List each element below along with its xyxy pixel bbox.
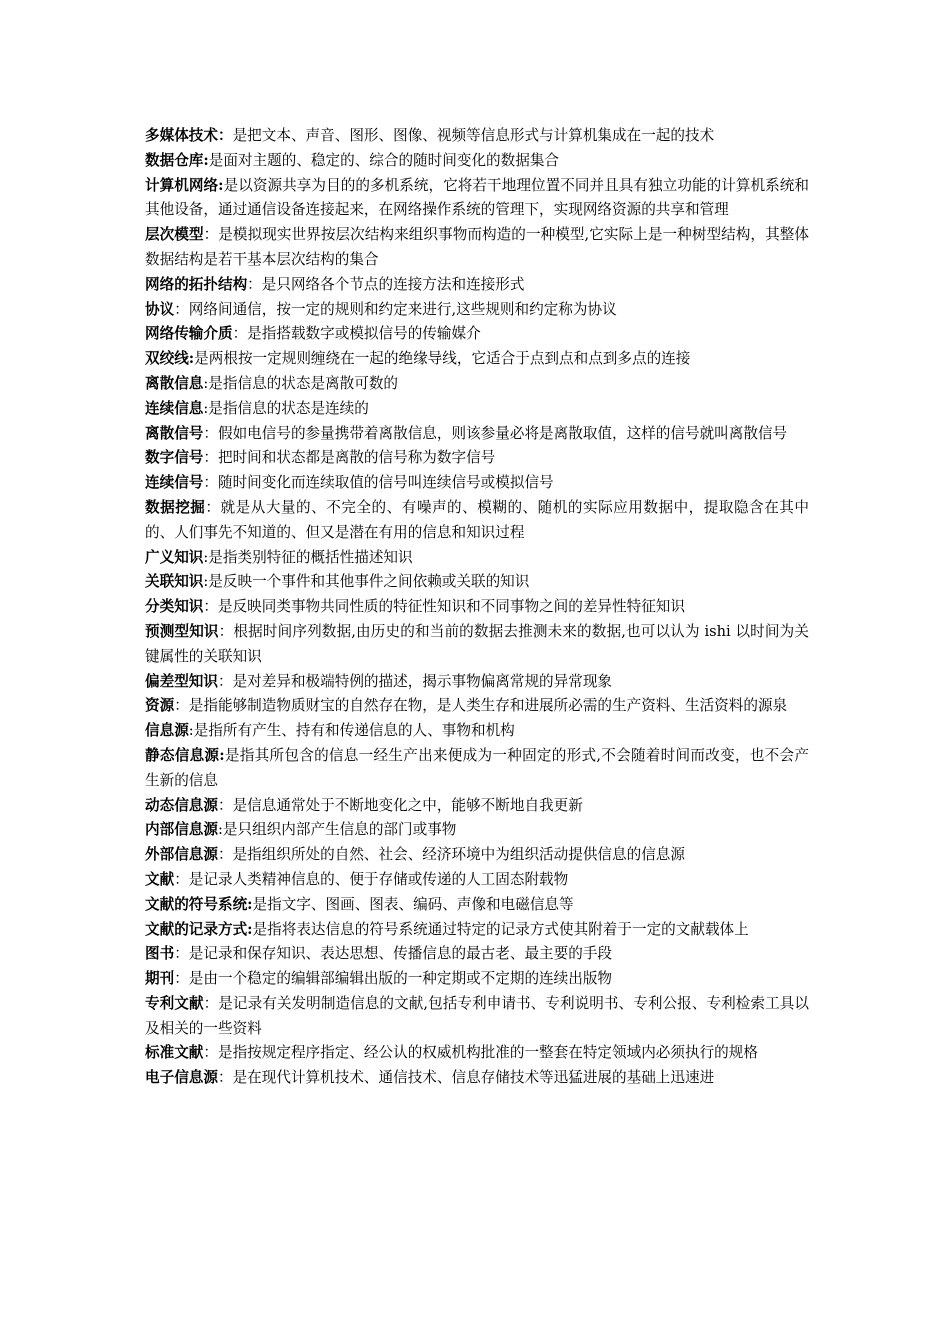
glossary-definition: ：是信息通常处于不断地变化之中，能够不断地自我更新: [217, 796, 583, 814]
glossary-definition: 是指其所包含的信息一经生产出来便成为一种固定的形式,不会随着时间而改变，也不会产生新的信息: [145, 746, 809, 789]
glossary-definition: ：随时间变化而连续取值的信号叫连续信号或模拟信号: [203, 474, 554, 492]
glossary-definition: ：是由一个稳定的编辑部编辑出版的一种定期或不定期的连续出版物: [174, 970, 613, 988]
glossary-term: 静态信息源:: [145, 746, 225, 764]
glossary-entry: [145, 893, 809, 918]
glossary-term: 网络的拓扑结构: [145, 275, 248, 293]
glossary-list: [145, 124, 809, 1091]
glossary-entry: [145, 298, 809, 323]
glossary-term: 分类知识: [145, 598, 204, 616]
glossary-entry: [145, 546, 809, 571]
glossary-term: 数据仓库:: [145, 151, 209, 169]
glossary-term: 期刊: [145, 970, 175, 988]
glossary-term: 离散信息: [145, 374, 204, 392]
glossary-entry: [145, 942, 809, 967]
glossary-term: 标准文献: [145, 1044, 204, 1062]
glossary-entry: [145, 694, 809, 719]
glossary-definition: ：是只网络各个节点的连接方法和连接形式: [247, 275, 525, 293]
document-page: [145, 124, 809, 1091]
glossary-term: 文献的符号系统:: [145, 895, 253, 913]
glossary-definition: ：把时间和状态都是离散的信号称为数字信号: [203, 449, 496, 467]
glossary-term: 外部信息源: [145, 846, 218, 864]
glossary-entry: [145, 322, 809, 347]
glossary-entry: [145, 223, 809, 273]
glossary-entry: [145, 273, 809, 298]
glossary-entry: [145, 868, 809, 893]
glossary-entry: [145, 397, 809, 422]
glossary-entry: [145, 1066, 809, 1091]
glossary-entry: [145, 1041, 809, 1066]
glossary-entry: [145, 595, 809, 620]
glossary-term: 文献的记录方式:: [145, 920, 253, 938]
glossary-term: 偏差型知识: [145, 672, 218, 690]
glossary-definition: ：假如电信号的参量携带着离散信息，则该参量必将是离散取值，这样的信号就叫离散信号: [203, 424, 788, 442]
glossary-entry: [145, 670, 809, 695]
glossary-definition: :是指信息的状态是离散可数的: [203, 374, 399, 392]
glossary-term: 连续信号: [145, 474, 204, 492]
glossary-definition: 是把文本、声音、图形、图像、视频等信息形式与计算机集成在一起的技术: [232, 127, 715, 144]
glossary-definition: ：是记录有关发明制造信息的文献,包括专利申请书、专利说明书、专利公报、专利检索工具以及相关的一些资料: [145, 994, 809, 1037]
glossary-term: 图书: [145, 945, 175, 963]
glossary-term: 双绞线:: [145, 350, 195, 368]
glossary-definition: ：是记录人类精神信息的、便于存储或传递的人工固态附载物: [174, 870, 569, 888]
glossary-definition: 是指将表达信息的符号系统通过特定的记录方式使其附着于一定的文献载体上: [252, 920, 749, 938]
glossary-term: 文献: [145, 870, 175, 888]
glossary-term: 数据挖掘: [145, 498, 206, 516]
glossary-term: 多媒体技术：: [145, 127, 233, 144]
glossary-entry: [145, 471, 809, 496]
glossary-definition: ：是模拟现实世界按层次结构来组织事物而构造的一种模型,它实际上是一种树型结构，其整体数据结构是若干基本层次结构的集合: [145, 226, 809, 268]
glossary-entry: [145, 422, 809, 447]
glossary-entry: [145, 918, 809, 943]
glossary-definition: ：是指能够制造物质财宝的自然存在物，是人类生存和进展所必需的生产资料、生活资料的源泉: [174, 697, 788, 715]
glossary-entry: [145, 620, 809, 670]
glossary-definition: 是面对主题的、稳定的、综合的随时间变化的数据集合: [208, 151, 560, 169]
glossary-term: 电子信息源: [145, 1069, 218, 1087]
glossary-entry: [145, 843, 809, 868]
glossary-definition: ：是指组织所处的自然、社会、经济环境中为组织活动提供信息的信息源: [217, 846, 685, 864]
glossary-term: 协议: [145, 300, 175, 318]
glossary-definition: :是只组织内部产生信息的部门或事物: [217, 821, 457, 839]
glossary-definition: ：是在现代计算机技术、通信技术、信息存储技术等迅猛进展的基础上迅速进: [217, 1069, 715, 1087]
glossary-entry: [145, 372, 809, 397]
glossary-term: 预测型知识: [145, 622, 219, 640]
glossary-definition: 是指文字、图画、图表、编码、声像和电磁信息等: [252, 895, 574, 913]
glossary-term: 网络传输介质: [145, 325, 233, 343]
glossary-definition: 是两根按一定规则缠绕在一起的绝缘导线，它适合于点到点和点到多点的连接: [194, 350, 691, 368]
glossary-definition: :是指所有产生、持有和传递信息的人、事物和机构: [188, 722, 515, 740]
glossary-definition: ：是对差异和极端特例的描述，揭示事物偏离常规的异常现象: [217, 672, 613, 690]
glossary-entry: [145, 992, 809, 1042]
glossary-term: 计算机网络:: [145, 176, 224, 194]
glossary-definition: ：就是从大量的、不完全的、有噪声的、模糊的、随机的实际应用数据中，提取隐含在其中的、人们事先不知道的、但又是潜在有用的信息和知识过程: [145, 498, 809, 541]
glossary-entry: [145, 967, 809, 992]
glossary-entry: [145, 496, 809, 546]
glossary-term: 动态信息源: [145, 796, 218, 814]
glossary-entry: [145, 818, 809, 843]
glossary-definition: ：根据时间序列数据,由历史的和当前的数据去推测未来的数据,也可以认为 ishi 以时间为关键属性的关联知识: [145, 622, 809, 665]
glossary-definition: :是反映一个事件和其他事件之间依赖或关联的知识: [203, 573, 530, 591]
glossary-entry: [145, 794, 809, 819]
glossary-entry: [145, 174, 809, 224]
glossary-definition: ：是指搭载数字或模拟信号的传输媒介: [232, 325, 481, 343]
glossary-definition: 是以资源共享为目的的多机系统，它将若干地理位置不同并且具有独立功能的计算机系统和其他设备，通过通信设备连接起来，在网络操作系统的管理下，实现网络资源的共享和管理: [145, 176, 809, 219]
glossary-term: 连续信息: [145, 399, 204, 417]
glossary-definition: ：是反映同类事物共同性质的特征性知识和不同事物之间的差异性特征知识: [203, 598, 685, 616]
glossary-entry: [145, 149, 809, 174]
glossary-term: 关联知识: [145, 573, 204, 591]
glossary-definition: ：是指按规定程序指定、经公认的权威机构批准的一整套在特定领域内必须执行的规格: [203, 1044, 758, 1062]
glossary-definition: ：是记录和保存知识、表达思想、传播信息的最古老、最主要的手段: [174, 945, 613, 963]
glossary-term: 广义知识: [145, 548, 204, 566]
glossary-term: 专利文献: [145, 994, 204, 1012]
glossary-entry: [145, 446, 809, 471]
glossary-entry: [145, 124, 809, 149]
glossary-definition: :是指类别特征的概括性描述知识: [203, 548, 413, 566]
glossary-definition: ：网络间通信，按一定的规则和约定来进行,这些规则和约定称为协议: [174, 300, 617, 318]
glossary-entry: [145, 719, 809, 744]
glossary-entry: [145, 347, 809, 372]
glossary-entry: [145, 570, 809, 595]
glossary-entry: [145, 744, 809, 794]
glossary-term: 离散信号: [145, 424, 204, 442]
glossary-term: 信息源: [145, 722, 189, 740]
glossary-term: 层次模型: [145, 226, 204, 244]
glossary-term: 内部信息源: [145, 821, 218, 839]
glossary-term: 资源: [145, 697, 175, 715]
glossary-definition: :是指信息的状态是连续的: [203, 399, 369, 417]
glossary-term: 数字信号: [145, 449, 204, 467]
